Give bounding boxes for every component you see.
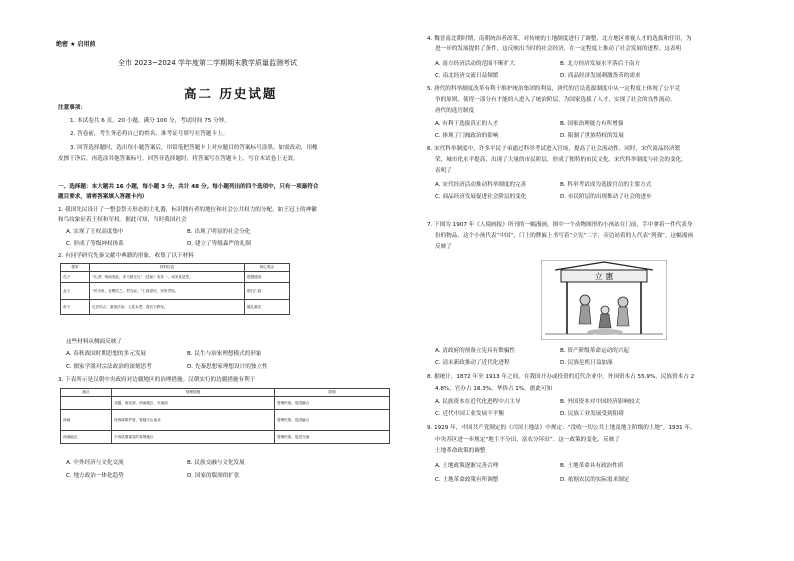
q5-option: A. 有利于选拔真正的人才 (435, 121, 499, 127)
notes-item: 1. 本试卷共 6 页，20 小题，满分 100 分，考试时间 75 分钟。 (70, 118, 230, 124)
q4-option: D. 商品经济发展刺激货币的需求 (560, 73, 641, 79)
q1-option: A. 实现了王权高度集中 (66, 229, 124, 235)
q5-option: B. 国家治理能力有所增强 (560, 121, 624, 127)
q7-stem: 份的物品，这个小孩代表“中国”，门上的牌匾上书写着“立宪”二字，旁边站着的人代表“列强”。这幅漫画 (435, 233, 693, 239)
notes-item: 2. 答卷前，考生务必将自己的姓名、准考证号填写在答题卡上。 (70, 131, 229, 137)
table-cell: 管理民族，促进融合 (275, 410, 390, 431)
q2-option: C. 儒家学派对宗法政治的深刻思考 (66, 364, 152, 370)
table-header: 影响 (275, 389, 390, 397)
section-heading: 一、选择题：本大题共 16 小题，每小题 3 分，共计 48 分。每小题列出的四个选项中，只有一项最符合 (58, 184, 319, 190)
q7-option: B. 资产阶级革命运动的兴起 (560, 348, 629, 354)
table-cell: 倡行仁政 (245, 283, 290, 300)
table-cell: 孔子 (61, 272, 90, 283)
q4-option: B. 北方经济发展水平落后于南方 (560, 61, 641, 67)
cartoon-illustration (541, 260, 667, 340)
q9-option: D. 依据农民的实际需求制定 (560, 477, 630, 483)
q9-stem: 9. 1929 年，中国共产党制定的《兴国土地法》中规定：“没收一切公共土地及地主阶级的土地”。1931 年， (427, 425, 696, 431)
q3-table (60, 388, 390, 444)
q9-stem: 中央苏区进一步规定“地主不分田，富农分坏田”。这一政策的变化，反映了 (435, 437, 620, 443)
q8-option: C. 近代中国工业发展不平衡 (435, 411, 504, 417)
table-header: 管理措施 (112, 389, 275, 397)
q6-stem: 荣，城市化水平提高，出现了大量的市民阶层，形成了独特的市民文化，宋代科举制度与社会的变化， (435, 157, 687, 163)
q7-option: D. 民族危机日益加深 (560, 360, 613, 366)
q2-option: B. 民生与治家理想模式的形象 (187, 351, 262, 357)
table-header: 核心观点 (245, 264, 290, 272)
notes-item: 3. 回答选择题时，选出每小题答案后，用铅笔把答题卡上对应题目的答案标号涂黑。如需改动，用橡 (70, 145, 318, 151)
table-cell: “礼者！贱而有此，非乃彼无礼”（述而）有其一，成务其是然。 (90, 272, 245, 283)
table-header: 儒家 (61, 264, 90, 272)
table-cell: 孟子 (61, 283, 90, 300)
q9-option: A. 土地政策逐渐完善合理 (435, 463, 499, 469)
table-cell: 管理民族，促进交流 (275, 431, 390, 444)
q1-option: D. 建立了等级森严的礼制 (187, 241, 251, 247)
table-row (61, 300, 290, 315)
table-cell: 礼法结合，重视法治；人性本恶，需后天教化。 (90, 300, 245, 315)
q4-option: C. 南北经济交流日益频繁 (435, 73, 499, 79)
q5-stem: 争的原则，使得一部分有才能的人进入了统治阶层，为国家选拔了人才，实现了社会的良性流动。 (435, 97, 676, 103)
q5-stem: 唐代的选官制度 (435, 108, 475, 114)
q1-stem: 和鸟纹象征着王权和军权。据此可知，当时我国社会 (58, 217, 187, 223)
notes-title: 注意事项： (58, 105, 86, 111)
q2-option: D. 先秦思想家理想设计的独立性 (187, 364, 268, 370)
table-cell: 西域 (61, 410, 112, 431)
q4-stem: 进一步的发展提供了条件，这反映出当时的社会经济，在一定程度上推动了社会发展的进程。这表明 (435, 46, 682, 52)
q8-option: B. 外国资本对中国经济影响较大 (560, 399, 641, 405)
table-header: 地区 (61, 389, 112, 397)
q9-stem: 土地革命政策的调整 (435, 448, 486, 454)
q2-after: 这些材料从侧面反映了 (66, 339, 122, 345)
table-cell: 设西域都护府，管辖天山南北 (112, 410, 275, 431)
q7-stem: 反映了 (435, 244, 452, 250)
q6-option: B. 科举考试成为选拔官员的主要方式 (560, 182, 652, 188)
q5-option: D. 限制了世族特权的发展 (560, 133, 624, 139)
table-row (61, 431, 390, 444)
table-cell: “民为贵，社稷次之，君为轻。”仁政爱民，民贵君轻。 (90, 283, 245, 300)
table-cell: 西南地区 (61, 431, 112, 444)
q4-option: A. 南方经济活动的范围不断扩大 (435, 61, 516, 67)
section-heading: 题目要求，请将答案填入答题卡内） (58, 194, 148, 200)
q3-option: C. 地方政治一体化趋势 (66, 473, 124, 479)
q5-option: C. 体现了门阀政治的影响 (435, 133, 499, 139)
table-row (61, 410, 390, 431)
q1-stem: 1. 我国先民设计了一整套祭天形态的主礼器，标识拥有者的地位和社会公共权力的分配，如王冠上的神徽 (58, 207, 317, 213)
q2-option: A. 春秋战国时期思想的多元发展 (66, 351, 147, 357)
q7-option: A. 清政府的预备立宪具有欺骗性 (435, 348, 516, 354)
table-header: 材料信息 (90, 264, 245, 272)
q6-stem: 6. 宋代科举制度中，许多平民子弟通过科举考试进入官场，提高了社会流动性。同时，宋代商品经济繁 (427, 146, 681, 152)
table-cell (61, 397, 112, 410)
table-cell: 荀子 (61, 300, 90, 315)
q3-stem: 3. 下表所示是汉朝中央政府对边疆地区的治理措施。汉朝实行的边疆措施有利于 (58, 377, 256, 383)
exam-title: 全市 2023~2024 学年度第二学期期末教学质量监测考试 (118, 59, 297, 67)
table-cell: 管理民族，促进融合 (275, 397, 390, 410)
q8-option: D. 民族工业发展受到阻碍 (560, 411, 624, 417)
q1-option: B. 出现了明显的社会分化 (187, 229, 251, 235)
table-row (61, 272, 290, 283)
q6-option: C. 商品经济发展促进社会阶层的变化 (435, 194, 527, 200)
q8-option: A. 民族资本在近代化进程中占主导 (435, 399, 521, 405)
table-cell: 不再设置郡县的管理地区 (112, 431, 275, 444)
table-cell: 隆礼重法 (245, 300, 290, 315)
table-cell: 提倡德治 (245, 272, 290, 283)
gate-sign: 立 憲 (594, 272, 614, 281)
q9-option: C. 土地革命政策有所调整 (435, 477, 499, 483)
q8-stem: 4.8%，官办占 18.3%，华侨占 1%。据此可知 (435, 386, 553, 392)
notes-item: 皮擦干净后，再选涂其他答案标号。回答非选择题时，将答案写在答题卡上，写在本试卷上无效。 (58, 156, 299, 162)
q3-option: A. 中外经济与文化交流 (66, 460, 124, 466)
q6-option: A. 宋代经济活动推动科举制度的完善 (435, 182, 527, 188)
confidential-mark: 绝密 ★ 启用前 (56, 41, 96, 48)
q1-option: C. 形成了等级神权体系 (66, 241, 124, 247)
q6-option: D. 市民阶层的出现推动了社会的进步 (560, 194, 652, 200)
table-cell: 北疆、西北部、西南地区、东南部 (112, 397, 275, 410)
q2-stem: 2. 有同学研究先秦文献中典籍的形象，收集了以下材料 (58, 253, 194, 259)
q5-stem: 5. 唐代的科举制度改革有利于维护统治集团的利益，唐代的官员选拔制度中从一定程度上体现了公平竞 (427, 86, 681, 92)
q4-stem: 4. 魏晋南北朝时期，南朝统治者改革，对传统的土地制度进行了调整，北方地区重视人才的选拔和任用，为 (427, 36, 692, 42)
q2-table (60, 263, 290, 315)
q3-option: D. 国家的版图的扩张 (187, 473, 240, 479)
table-row (61, 283, 290, 300)
subject-title: 高二 历史试题 (184, 86, 278, 101)
q8-stem: 8. 据统计，1872 年至 1913 年之间，在我国开办或投资的近代企业中，外国资本占 55.9%，民族资本占 2 (427, 374, 695, 380)
q9-option: B. 土地革命具有政治性质 (560, 463, 624, 469)
q3-option: B. 民族交融与文化发展 (187, 460, 245, 466)
q7-stem: 7. 下图为 1907 年《人境画报》所刊的一幅漫画，图中一个动物图形的小孩站在门前，手中拿着一件代表身 (427, 222, 693, 228)
table-row (61, 397, 390, 410)
q6-stem: 表明了 (435, 168, 452, 174)
q7-option: C. 清末新政推动了近代化进程 (435, 360, 510, 366)
